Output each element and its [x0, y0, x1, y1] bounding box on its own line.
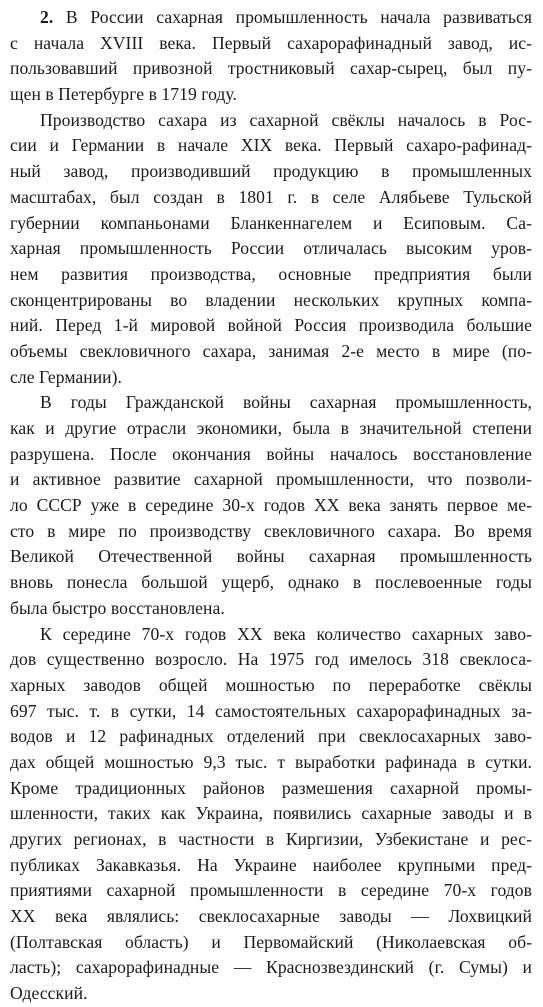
text-line: сии и Германии в начале XIX века. Первый сахаро-рафинад- [10, 135, 532, 156]
paragraph [10, 622, 532, 1007]
text-line: с начала XVIII века. Первый сахарорафинадный завод, ис- [10, 32, 532, 53]
text-line: Производство сахара из сахарной свёклы началось в Рос- [40, 109, 532, 130]
document-page [10, 5, 532, 1007]
text-line: сконцентрированы во владении нескольких крупных компа- [10, 289, 532, 310]
text-line: ласть); сахарорафинадные — Краснозвездинский (г. Сумы) и [10, 957, 532, 978]
text-line: объемы свекловичного сахара, занимая 2-е место в мире (по- [10, 340, 532, 361]
text-line: других регионах, в частности в Киргизии, Узбекистане и рес- [10, 829, 532, 849]
text-line: В годы Гражданской войны сахарная промышленность, [40, 392, 532, 413]
text-line: дов существенно возросло. На 1975 год имелось 318 свеклоса- [10, 649, 532, 670]
text-line: щен в Петербурге в 1719 году. [10, 84, 237, 105]
text-line: ный завод, производивший продукцию в промышленных [10, 161, 532, 182]
text-line: 697 тыс. т. в сутки, 14 самостоятельных сахарорафинадных за- [10, 700, 532, 721]
text-line: вновь понесла большой ущерб, однако в послевоенные годы [10, 572, 532, 593]
text-line: сто в мире по производству свекловичного сахара. Во время [10, 520, 532, 541]
text-line: пользовавший привозной тростниковый сахар-сырец, был пу- [10, 58, 532, 79]
text-line: Великой Отечественной войны сахарная промышленность [10, 546, 532, 567]
text-line: нем развития производства, основные предприятия были [10, 263, 532, 284]
text-line: XX века являлись: свеклосахарные заводы — Лохвицкий [10, 906, 532, 927]
text-line: приятиями сахарной промышленности в середине 70-х годов [10, 880, 532, 901]
text-line: как и другие отрасли экономики, была в значительной степени [10, 418, 532, 438]
text-line: разрушена. После окончания войны началось восстановление [10, 443, 532, 464]
text-line: губернии компаньонами Бланкеннагелем и Есиповым. Са- [10, 212, 532, 233]
text-line: сле Германии). [10, 366, 122, 387]
text-line: публиках Закавказья. На Украине наиболее крупными пред- [10, 854, 532, 875]
text-line: К середине 70-х годов XX века количество сахарных заво- [40, 623, 532, 644]
text-line: дах общей мошностью 9,3 тыс. т выработки рафинада в сутки. [10, 751, 532, 772]
text-line: масштабах, был создан в 1801 г. в селе Алябьеве Тульской [10, 186, 532, 207]
paragraph [10, 108, 532, 391]
text-line: и активное развитие сахарной промышленности, что позволи- [10, 469, 532, 490]
text-line: харных заводов общей мошностью по переработке свёклы [10, 674, 532, 695]
text-line: ло СССР уже в середине 30-х годов XX века занять первое ме- [10, 495, 532, 516]
text-line: водов и 12 рафинадных отделений при свеклосахарных заво- [10, 726, 532, 747]
text-line: Кроме традиционных районов размешения сахарной промы- [10, 777, 532, 798]
text-line: 2. В России сахарная промышленность начала развиваться [40, 7, 532, 27]
paragraph [10, 390, 532, 621]
text-line: (Полтавская область) и Первомайский (Николаевская об- [10, 931, 532, 952]
text-line: ний. Перед 1-й мировой войной Россия производила большие [10, 315, 532, 336]
paragraph [10, 5, 532, 108]
paragraph-number: 2. [40, 7, 54, 27]
text-line: была быстро восстановлена. [10, 597, 225, 618]
text-line: Одесский. [10, 983, 88, 1004]
text-line: харная промышленность России отличалась высоким уров- [10, 238, 532, 259]
text-line: шленности, таких как Украина, появились сахарные заводы и в [10, 803, 532, 824]
